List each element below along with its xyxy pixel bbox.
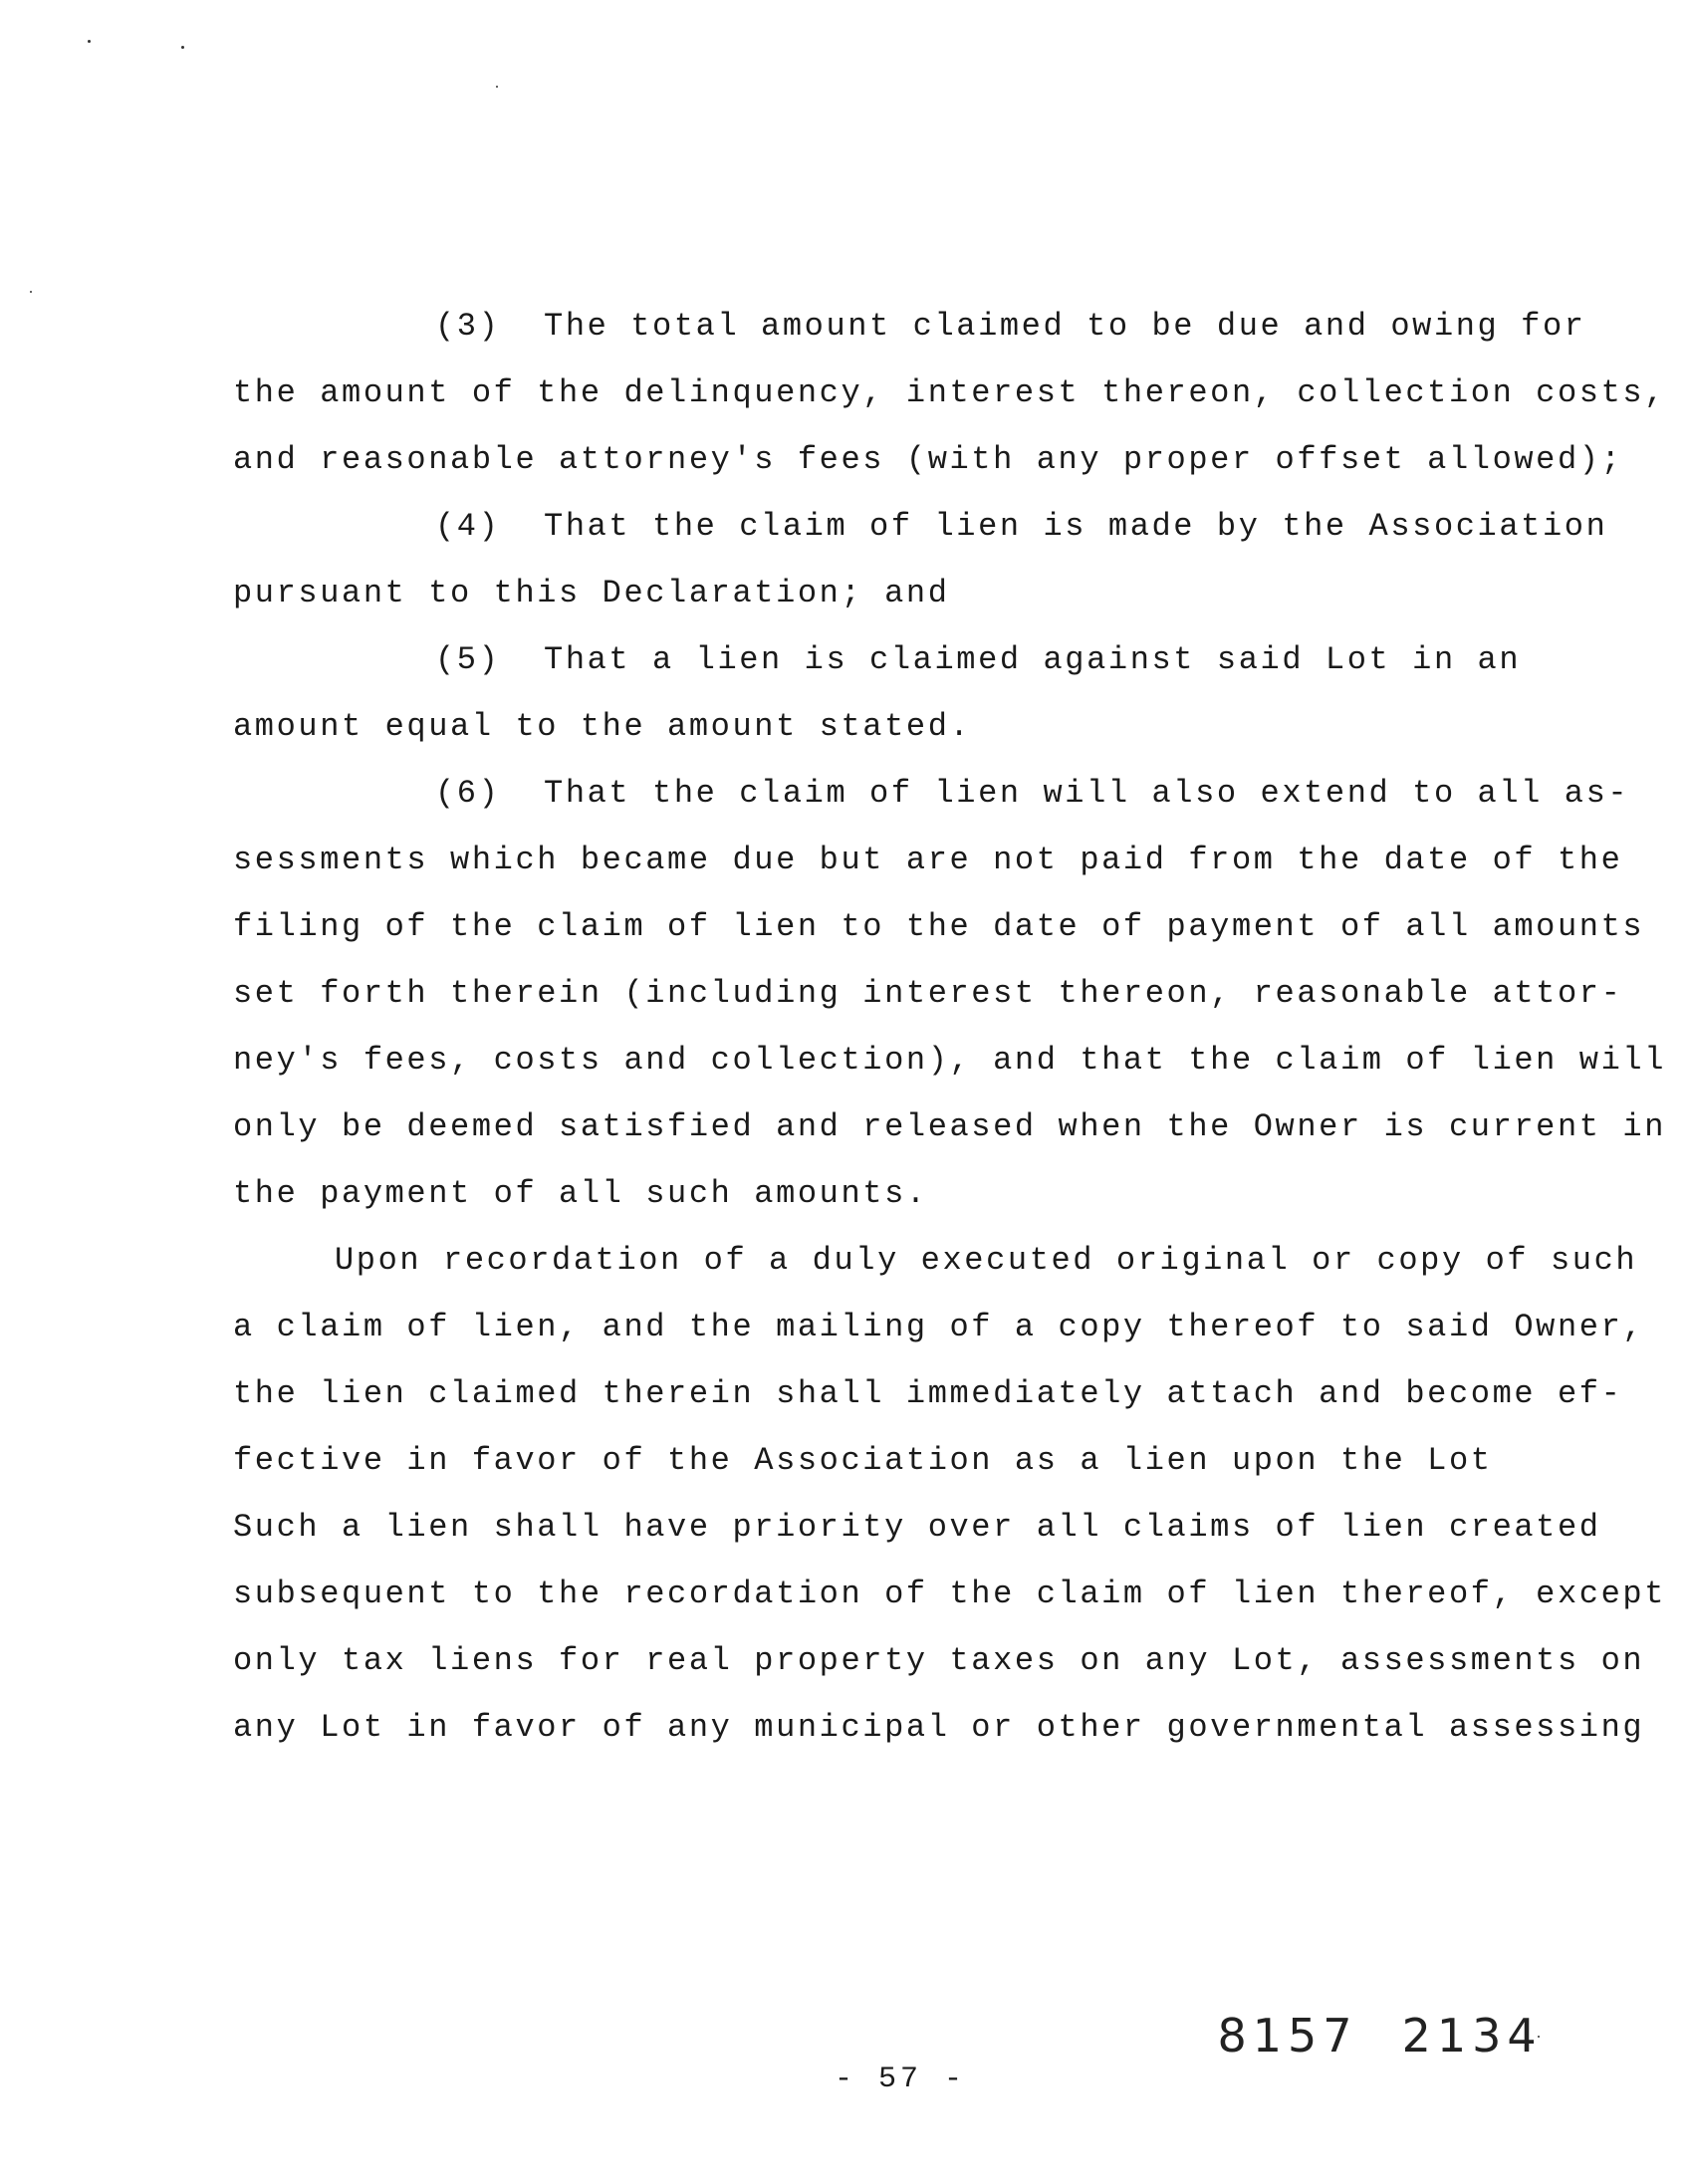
- text-line: fective in favor of the Association as a lien upon the Lot: [233, 1442, 1493, 1479]
- text-line: sessments which became due but are not paid from the date of the: [233, 842, 1623, 878]
- text-line: (6) That the claim of lien will also extend to all as-: [435, 775, 1630, 812]
- text-line: (5) That a lien is claimed against said Lot in an: [435, 641, 1522, 678]
- scan-speck: [181, 46, 184, 49]
- recording-page-number: 2134: [1401, 2009, 1543, 2063]
- text-line: ney's fees, costs and collection), and that the claim of lien will: [233, 1042, 1667, 1079]
- text-line: pursuant to this Declaration; and: [233, 575, 950, 611]
- text-line: a claim of lien, and the mailing of a copy thereof to said Owner,: [233, 1309, 1645, 1345]
- scan-speck: [88, 40, 91, 43]
- text-line: (3) The total amount claimed to be due and owing for: [435, 308, 1586, 345]
- recording-book-number: 8157: [1217, 2009, 1358, 2063]
- text-line: set forth therein (including interest thereon, reasonable attor-: [233, 975, 1623, 1012]
- text-line: and reasonable attorney's fees (with any proper offset allowed);: [233, 441, 1623, 478]
- text-line: filing of the claim of lien to the date of payment of all amounts: [233, 908, 1645, 945]
- text-line: the payment of all such amounts.: [233, 1175, 928, 1212]
- text-line: the amount of the delinquency, interest thereon, collection costs,: [233, 374, 1667, 411]
- text-line: any Lot in favor of any municipal or other governmental assessing: [233, 1709, 1645, 1746]
- page-number: - 57 -: [835, 2063, 967, 2096]
- text-line: subsequent to the recordation of the claim of lien thereof, except: [233, 1576, 1667, 1612]
- text-line: only be deemed satisfied and released when the Owner is current in: [233, 1108, 1667, 1145]
- text-line: (4) That the claim of lien is made by the Association: [435, 508, 1608, 545]
- recording-stamp: [1135, 1952, 1543, 2119]
- text-line: the lien claimed therein shall immediately attach and become ef-: [233, 1375, 1623, 1412]
- scan-speck: [30, 291, 32, 293]
- text-line: Such a lien shall have priority over all claims of lien created: [233, 1509, 1601, 1546]
- scan-speck: [496, 86, 498, 88]
- text-line: Upon recordation of a duly executed original or copy of such: [335, 1242, 1638, 1279]
- text-line: amount equal to the amount stated.: [233, 708, 972, 745]
- text-line: only tax liens for real property taxes on any Lot, assessments on: [233, 1642, 1645, 1679]
